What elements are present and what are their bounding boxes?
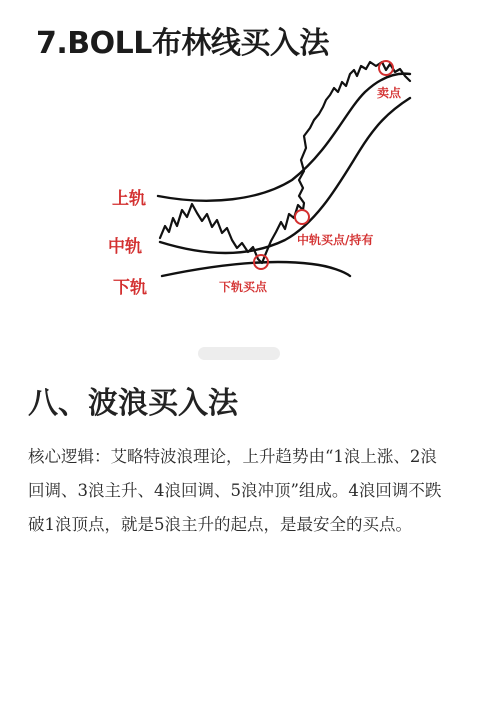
upper-band-label: 上轨	[112, 189, 146, 209]
watermark	[198, 347, 280, 360]
section-body-text: 核心逻辑：艾略特波浪理论，上升趋势由“1浪上涨、2浪回调、3浪主升、4浪回调、5浪冲顶”组成。4浪回调不跌破1浪顶点，就是5浪主升的起点，是最安全的买点。	[28, 447, 442, 534]
sell-point-label: 卖点	[377, 86, 402, 100]
middle-band-label: 中轨	[108, 237, 142, 257]
lower-band-label: 下轨	[113, 278, 147, 298]
lower-buy-point-label: 下轨买点	[219, 280, 268, 294]
section-heading: 八、波浪买入法	[28, 386, 238, 421]
middle-buy-point-label: 中轨买点/持有	[297, 233, 374, 247]
lower-band-line	[162, 262, 350, 276]
middle-buy-point-marker	[295, 210, 309, 224]
figure-title: 7.BOLL布林线买入法	[36, 26, 329, 61]
upper-band-line	[158, 74, 410, 201]
